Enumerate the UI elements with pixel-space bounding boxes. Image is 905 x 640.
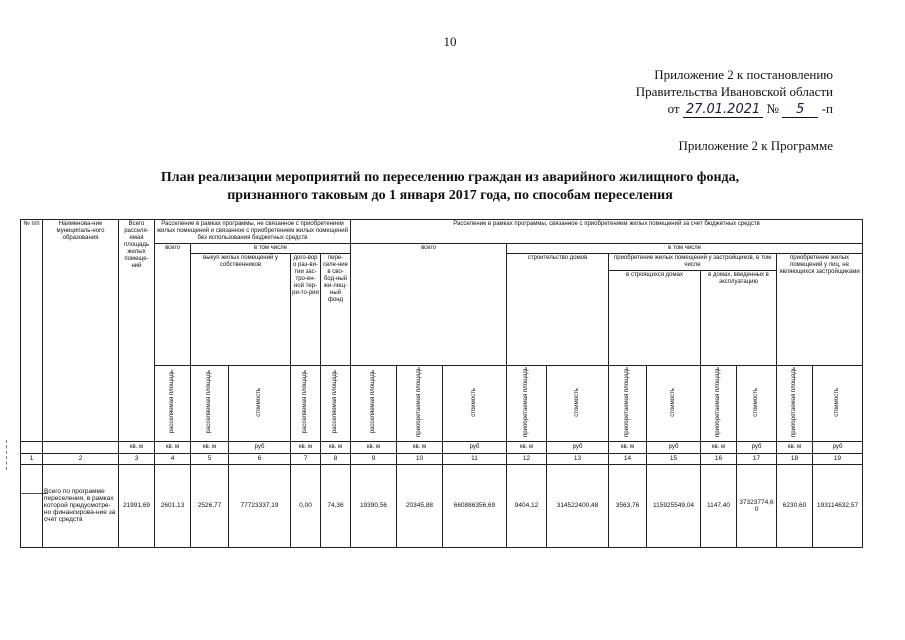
cell-value: 660886356,69 (443, 464, 507, 547)
column-number: 2 (43, 453, 119, 464)
header-including-2: в том числе (507, 244, 863, 254)
unit-col10: кв. м (397, 441, 443, 453)
unit-col6: руб (229, 441, 291, 453)
unit-col13: руб (547, 441, 609, 453)
table-row (21, 464, 863, 547)
header-construction: строительство домов (507, 254, 609, 366)
handwritten-number: 5 (782, 102, 818, 118)
number-suffix: -п (821, 101, 833, 116)
unit-col8: кв. м (321, 441, 351, 453)
subheader-col5: расселяемая площадь (191, 366, 229, 442)
unit-col11: руб (443, 441, 507, 453)
number-label: № (766, 101, 779, 116)
subheader-col19: стоимость (813, 366, 863, 442)
header-purchase-non-developers: приобретение жилых помещений у лиц, не являющихся застройщиками (777, 254, 863, 366)
unit-col2 (43, 441, 119, 453)
cell-value: 2526,77 (191, 464, 229, 547)
resettlement-plan-table (20, 219, 863, 548)
header-in-construction: в строящихся домах (609, 271, 701, 366)
unit-col9: кв. м (351, 441, 397, 453)
header-in-commissioned: в домах, введенных в эксплуатацию (701, 271, 777, 366)
column-number: 13 (547, 453, 609, 464)
cell-value: 74,36 (321, 464, 351, 547)
column-number: 7 (291, 453, 321, 464)
subheader-col10: приобретаемая площадь (397, 366, 443, 442)
column-number: 19 (813, 453, 863, 464)
cell-value: 2601,13 (155, 464, 191, 547)
cell-value: 193114632,57 (813, 464, 863, 547)
column-number: 12 (507, 453, 547, 464)
subheader-col4: расселяемая площадь (155, 366, 191, 442)
cell-value: 3563,76 (609, 464, 647, 547)
subheader-col15: стоимость (647, 366, 701, 442)
header-purchase-developers: приобретение жилых помещений у застройщиков, в том числе (609, 254, 777, 271)
header-municipality: Наименова-ние муниципаль-ного образования (43, 220, 119, 442)
cell-value: 77723337,19 (229, 464, 291, 547)
column-number: 18 (777, 453, 813, 464)
column-number: 16 (701, 453, 737, 464)
document-title (100, 169, 800, 205)
handwritten-date: 27.01.2021 (683, 102, 763, 118)
header-not-linked: Расселение в рамках программы, не связанное с приобретением жилых помещений и связанное с приобретением жилых помещений без использования бюджетных средств (155, 220, 351, 244)
header-total-area: Всего расселя-емая площадь жилых помеще-ний (119, 220, 155, 442)
header-linked: Расселение в рамках программы, связанное с приобретением жилых помещений за счет бюджетных средств (351, 220, 863, 244)
unit-col1 (21, 441, 43, 453)
header-resettlement-fund: пере-селе-ние в сво-бод-ный жи-лищ-ный фонд (321, 254, 351, 366)
row-label: Всего по программе переселения, в рамках которой предусмотре-но финансирова-ние за счет средств (43, 464, 119, 547)
subheader-col7: расселяемая площадь (291, 366, 321, 442)
cell-value: 314522400,48 (547, 464, 609, 547)
header-row-1 (21, 220, 863, 244)
unit-col12: кв. м (507, 441, 547, 453)
header-including: в том числе (191, 244, 351, 254)
units-row (21, 441, 863, 453)
cell-value: 19390,56 (351, 464, 397, 547)
page-number: 10 (443, 34, 457, 49)
subheader-col12: приобретаемая площадь (507, 366, 547, 442)
column-number: 14 (609, 453, 647, 464)
approval-block (636, 66, 833, 118)
subheader-col8: расселяемая площадь (321, 366, 351, 442)
unit-col15: руб (647, 441, 701, 453)
subheader-col6: стоимость (229, 366, 291, 442)
header-total: всего (155, 244, 191, 366)
cell-value: 115925549,04 (647, 464, 701, 547)
column-number: 4 (155, 453, 191, 464)
cell-value: 20345,88 (397, 464, 443, 547)
header-agreement: дого-вор о раз-ви-тии зас-тро-ен-ной тер-ри-то-рии (291, 254, 321, 366)
unit-col3: кв. м (119, 441, 155, 453)
subheader-col14: приобретаемая площадь (609, 366, 647, 442)
header-total-2: всего (351, 244, 507, 366)
unit-col19: руб (813, 441, 863, 453)
header-num: № п/п (21, 220, 43, 442)
cell-value: 0,00 (291, 464, 321, 547)
subheader-col9: расселяемая площадь (351, 366, 397, 442)
scan-margin-mark (6, 440, 8, 470)
column-number: 11 (443, 453, 507, 464)
appendix-program: Приложение 2 к Программе (678, 138, 833, 153)
column-number: 9 (351, 453, 397, 464)
approval-line-2: Правительства Ивановской области (635, 84, 833, 99)
cell-value: 21991,69 (119, 464, 155, 547)
column-number-row (21, 453, 863, 464)
approval-line-1: Приложение 2 к постановлению (654, 67, 833, 82)
cell-value: 37323774,60 (737, 464, 777, 547)
cell-value: 9404,12 (507, 464, 547, 547)
subheader-col13: стоимость (547, 366, 609, 442)
unit-col18: кв. м (777, 441, 813, 453)
subheader-col17: стоимость (737, 366, 777, 442)
approval-date-line (636, 100, 833, 118)
cell-value: 6230,60 (777, 464, 813, 547)
subheader-col11: стоимость (443, 366, 507, 442)
subheader-col18: приобретаемая площадь (777, 366, 813, 442)
unit-col7: кв. м (291, 441, 321, 453)
column-number: 1 (21, 453, 43, 464)
unit-col4: кв. м (155, 441, 191, 453)
cell-value: 1147,40 (701, 464, 737, 547)
column-number: 3 (119, 453, 155, 464)
unit-col14: кв. м (609, 441, 647, 453)
subheader-col16: приобретаемая площадь (701, 366, 737, 442)
row-number (21, 464, 43, 547)
column-number: 5 (191, 453, 229, 464)
from-label: от (667, 101, 680, 116)
column-number: 10 (397, 453, 443, 464)
title-line-1: План реализации мероприятий по переселению граждан из аварийного жилищного фонда, (160, 170, 740, 185)
title-line-2: признанного таковым до 1 января 2017 года, по способам переселения (227, 188, 673, 203)
unit-col16: кв. м (701, 441, 737, 453)
column-number: 8 (321, 453, 351, 464)
column-number: 15 (647, 453, 701, 464)
unit-col17: руб (737, 441, 777, 453)
header-buyout: выкуп жилых помещений у собственников (191, 254, 291, 366)
column-number: 17 (737, 453, 777, 464)
column-number: 6 (229, 453, 291, 464)
unit-col5: кв. м (191, 441, 229, 453)
